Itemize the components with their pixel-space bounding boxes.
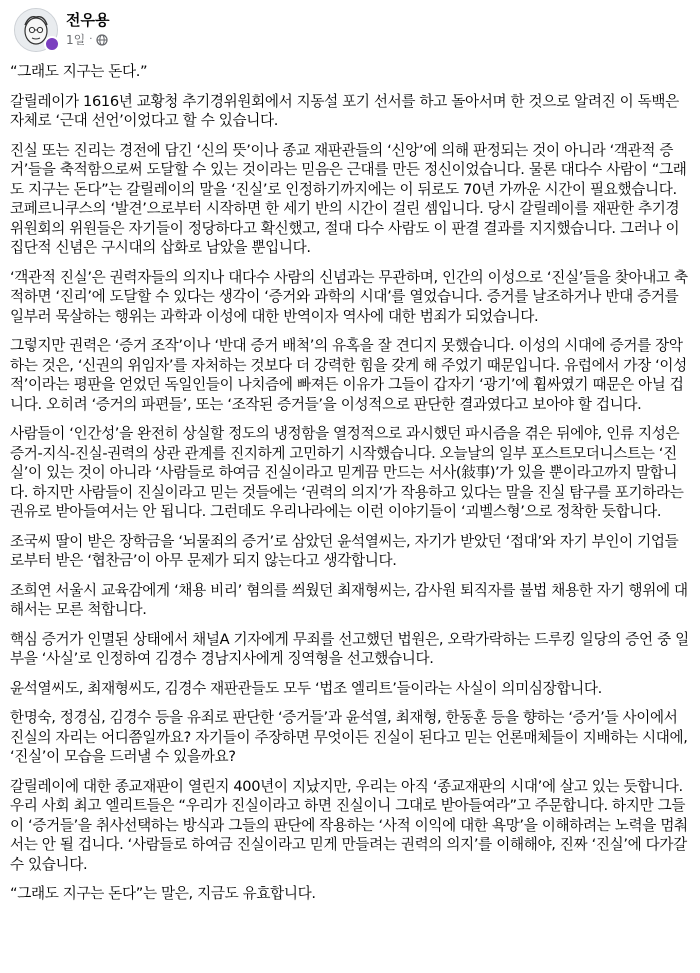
post-paragraph: ‘객관적 진실’은 권력자들의 의지나 대다수 사람의 신념과는 무관하며, 인간의 이성으로 ‘진실’들을 찾아내고 축적하면 ‘진리’에 도달할 수 있다는 생각이 ‘증거와 과학의 시대’를 열었습니다. 증거를 날조하거나 반대 증거를 일부러 묵살하는 행위는 과학과 이성에 대한 반역이자 역사에 대한 범죄가 되었습니다. [10,268,688,325]
post-body [10,62,692,914]
post-paragraph: 진실 또는 진리는 경전에 담긴 ‘신의 뜻’이나 종교 재판관들의 ‘신앙’에 의해 판정되는 것이 아니라 ‘객관적 증거’들을 축적함으로써 도달할 수 있는 것이라는 믿음은 근대를 만든 정신이었습니다. 물론 대다수 사람이 “그래도 지구는 돈다”는 갈릴레이의 말을 ‘진실’로 인정하기까지에는 이 뒤로도 70년 가까운 시간이 필요했습니다. 코페르니쿠스의 ‘발견’으로부터 시작하면 한 세기 반의 시간이 걸린 셈입니다. 당시 갈릴레이를 재판한 추기경위원회의 위원들은 자기들이 정당하다고 확신했고, 절대 다수 사람도 이 판결 결과를 지지했습니다. 그러나 이 집단적 신념은 구시대의 삽화로 남았을 뿐입니다. [10,141,687,256]
avatar-badge [44,36,60,52]
post-paragraph: 갈릴레이에 대한 종교재판이 열린지 400년이 지났지만, 우리는 아직 ‘종교재판의 시대’에 살고 있는 듯합니다. 우리 사회 최고 엘리트들은 “우리가 진실이라고 하면 진실이니 그대로 받아들여라”고 주문합니다. 하지만 그들이 ‘증거들’을 취사선택하는 방식과 그들의 판단에 작용하는 ‘사적 이익에 대한 욕망’을 이해하려는 노력을 멈춰서는 안 될 겁니다. ‘사람들로 하여금 진실이라고 믿게 만들려는 권력의 의지’를 이해해야, 진짜 ‘진실’에 다가갈 수 있습니다. [10,777,688,873]
post-paragraph: 갈릴레이가 1616년 교황청 추기경위원회에서 지동설 포기 선서를 하고 돌아서며 한 것으로 알려진 이 독백은 자체로 ‘근대 선언’이었다고 할 수 있습니다. [10,92,679,129]
post-paragraph: 조희연 서울시 교육감에게 ‘채용 비리’ 혐의를 씌웠던 최재형씨는, 감사원 퇴직자를 불법 채용한 자기 행위에 대해서는 모른 척합니다. [10,581,688,618]
post-paragraph: 한명숙, 정경심, 김경수 등을 유죄로 판단한 ‘증거들’과 윤석열, 최재형, 한동훈 등을 향하는 ‘증거’들 사이에서 진실의 자리는 어디쯤일까요? 자기들이 주장하면 무엇이든 진실이 된다고 믿는 언론매체들이 지배하는 시대에, ‘진실’이 모습을 드러낼 수 있을까요? [10,709,688,765]
post-time[interactable]: 1일 [66,33,86,47]
meta-separator: · [89,34,93,45]
post-paragraph: 윤석열씨도, 최재형씨도, 김경수 재판관들도 모두 ‘법조 엘리트’들이라는 사실이 의미심장합니다. [10,679,602,697]
post-paragraph: “그래도 지구는 돈다”는 말은, 지금도 유효합니다. [10,885,316,902]
globe-icon[interactable] [96,34,108,46]
post-paragraph: 사람들이 ‘인간성’을 완전히 상실할 정도의 냉정함을 열정적으로 과시했던 파시즘을 겪은 뒤에야, 인류 지성은 증거-지식-진실-권력의 상관 관계를 진지하게 고민하기 시작했습니다. 오늘날의 일부 포스트모더니스트는 ‘진실’이 있는 것이 아니라 ‘사람들로 하여금 진실이라고 믿게끔 만드는 서사(敍事)’가 있을 뿐이라고까지 말합니다. 하지만 사람들이 진실이라고 믿는 것들에는 ‘권력의 의지’가 작용하고 있다는 말을 진실 탐구를 포기하라는 권유로 받아들여서는 안 됩니다. 그런데도 우리나라에는 이런 이야기들이 ‘괴벨스형’으로 정착한 듯합니다. [10,425,684,520]
post-paragraph: 그렇지만 권력은 ‘증거 조작’이나 ‘반대 증거 배척’의 유혹을 잘 견디지 못했습니다. 이성의 시대에 증거를 장악하는 것은, ‘신권의 위임자’를 자처하는 것보다 더 강력한 힘을 갖게 해 주었기 때문입니다. 유럽에서 가장 ‘이성적’이라는 평판을 얻었던 독일인들이 나치즘에 빠져든 이유가 그들이 갑자기 ‘광기’에 휩싸였기 때문은 아닐 겁니다. 오히려 ‘증거의 파편들’, 또는 ‘조작된 증거들’을 이성적으로 판단한 결과였다고 보아야 할 겁니다. [10,337,687,413]
author-name[interactable]: 전우용 [66,11,110,29]
post-paragraph: 핵심 증거가 인멸된 상태에서 채널A 기자에게 무죄를 선고했던 법원은, 오락가락하는 드루킹 일당의 증언 중 일부을 ‘사실’로 인정하여 김경수 경남지사에게 징역형을 선고했습니다. [10,630,689,667]
post-paragraph: 조국씨 딸이 받은 장학금을 ‘뇌물죄의 증거’로 삼았던 윤석열씨는, 자기가 받았던 ‘접대’와 자기 부인이 기업들로부터 받은 ‘협찬금’이 아무 문제가 되지 않는다고 생각합니다. [10,532,679,569]
post-header [8,4,692,54]
post-meta [66,31,108,48]
post-paragraph: “그래도 지구는 돈다.” [10,63,148,80]
